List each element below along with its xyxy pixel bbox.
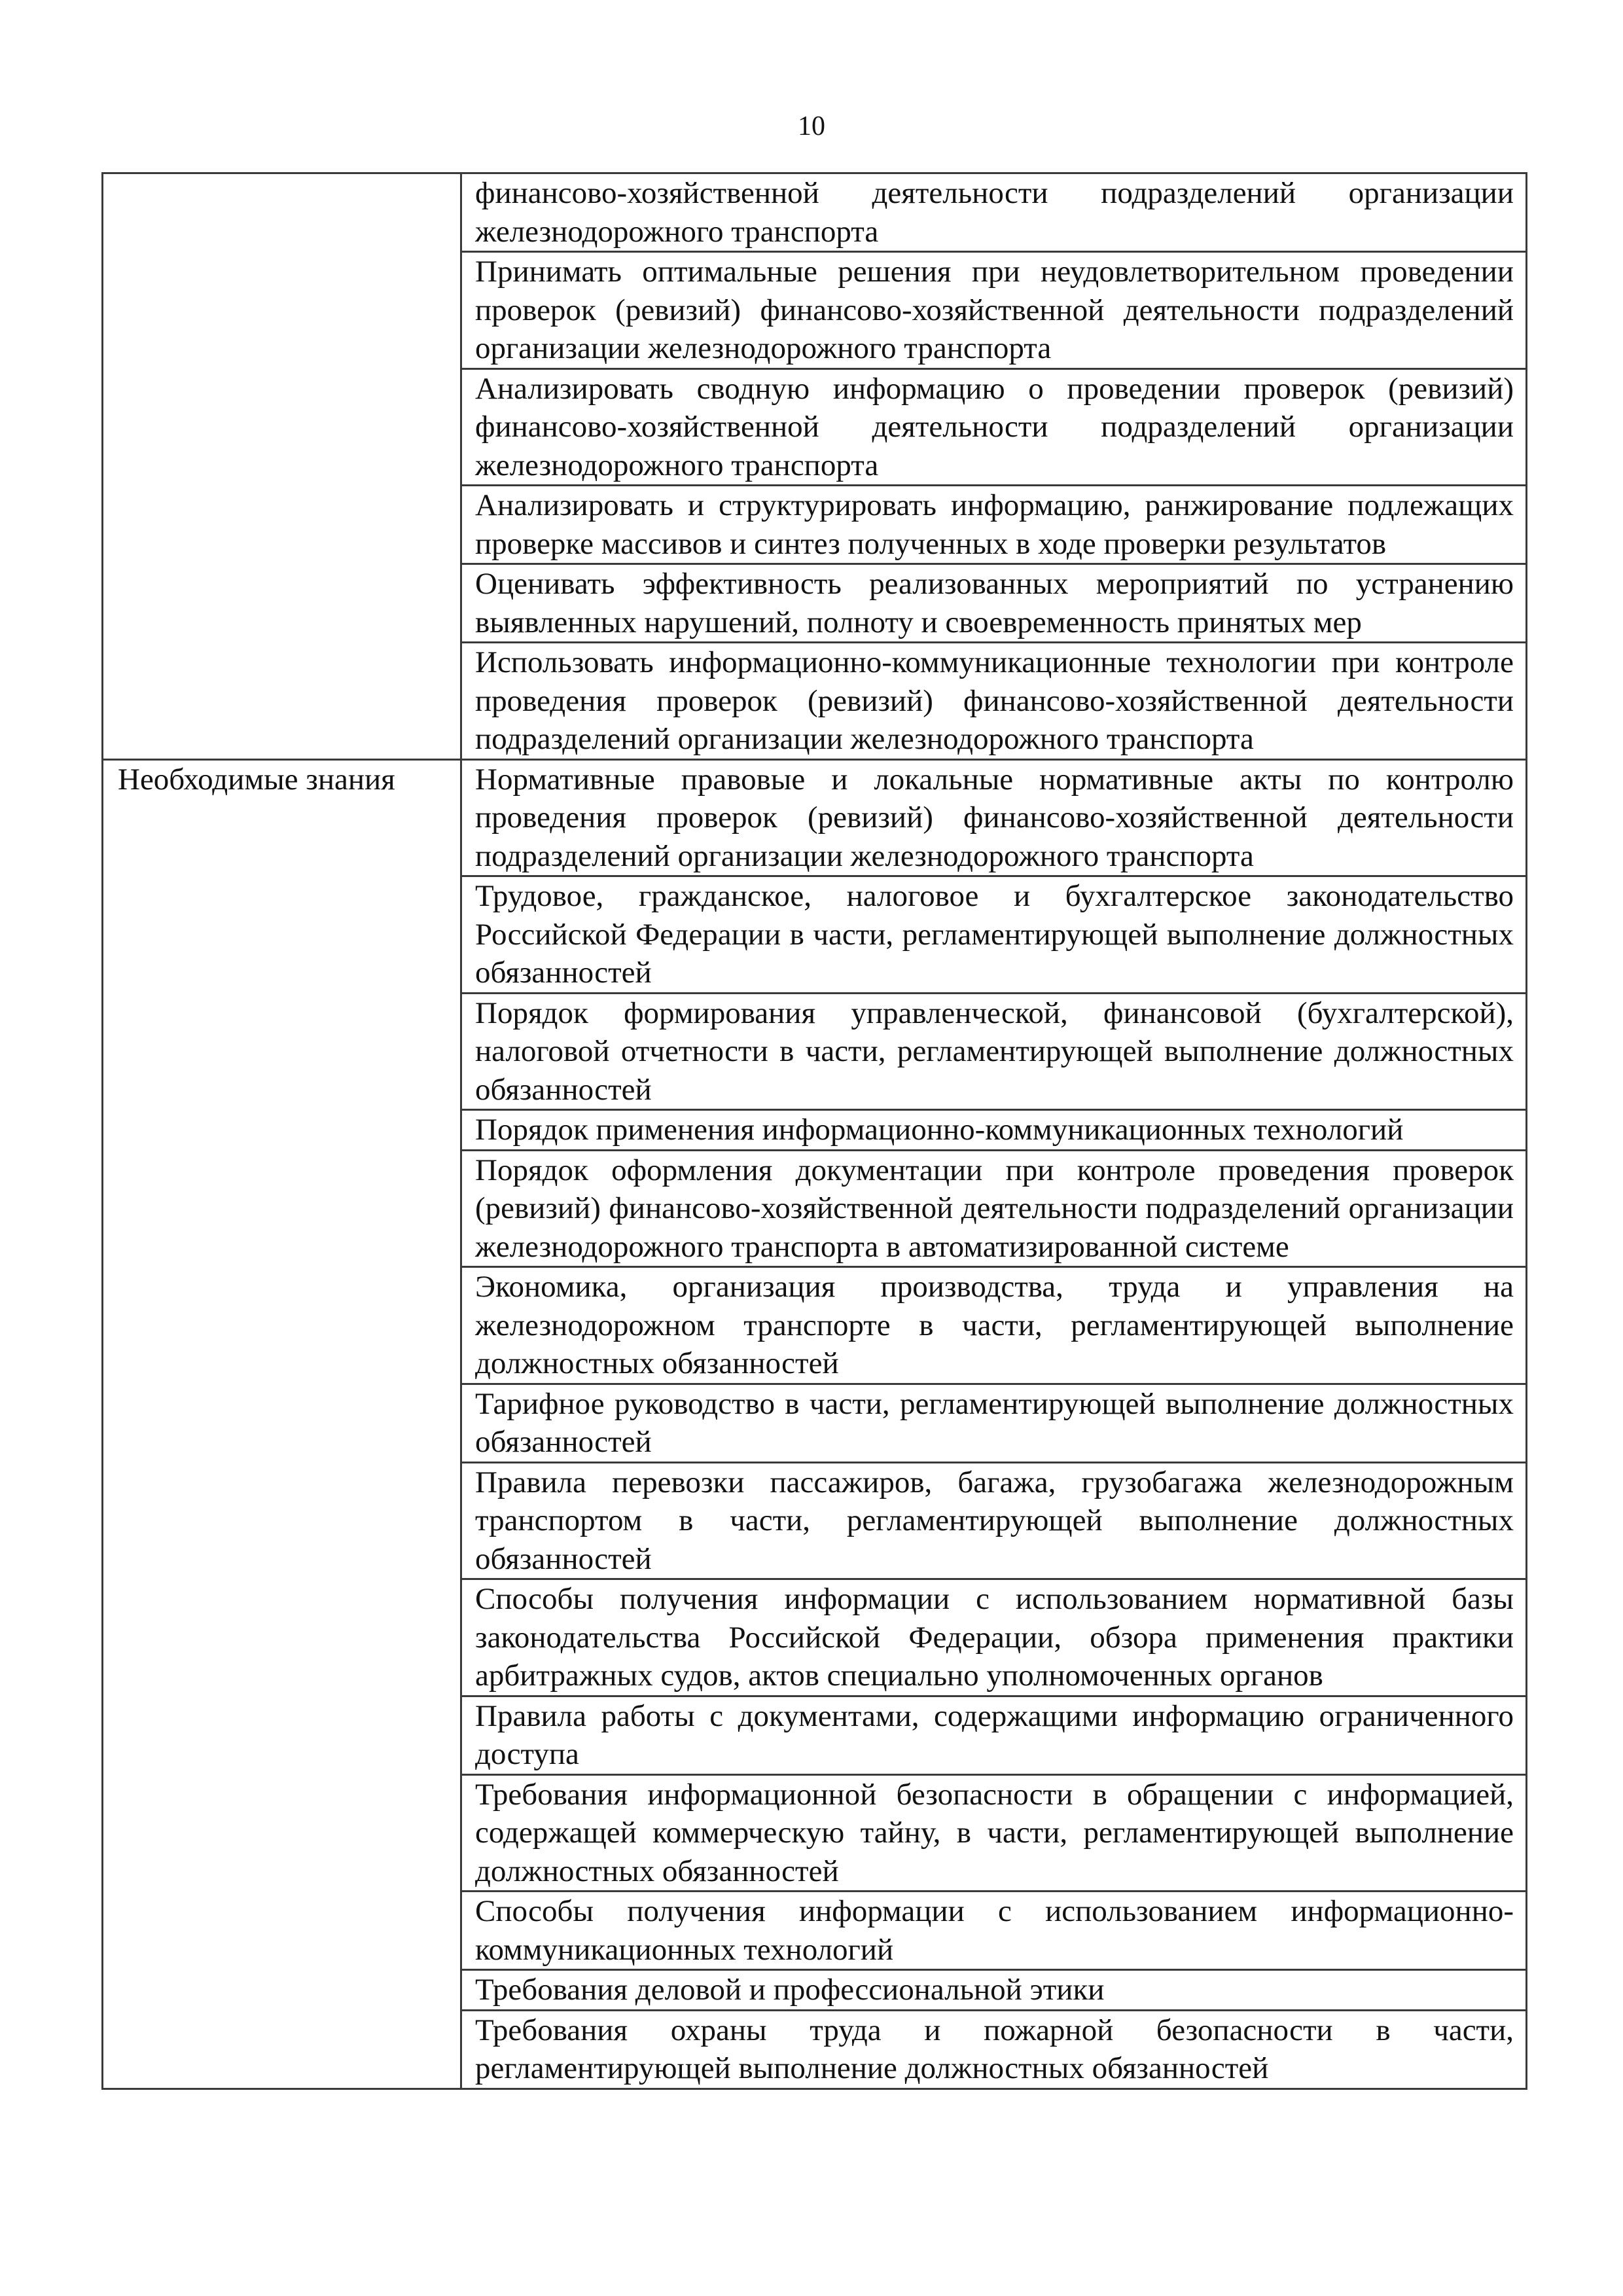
- knowledge-item: Способы получения информации с использованием нормативной базы законодательства Российской Федерации, обзора применения практики арбитражных судов, актов специально уполномоченных органов: [461, 1579, 1527, 1696]
- skill-item: Принимать оптимальные решения при неудовлетворительном проведении проверок (ревизий) финансово-хозяйственной деятельности подразделений организации железнодорожного транспорта: [461, 252, 1527, 369]
- skill-item: Оценивать эффективность реализованных мероприятий по устранению выявленных нарушений, полноту и своевременность принятых мер: [461, 564, 1527, 643]
- table-row: [103, 759, 1527, 876]
- knowledge-item: Требования охраны труда и пожарной безопасности в части, регламентирующей выполнение должностных обязанностей: [461, 2010, 1527, 2089]
- skill-item: Анализировать сводную информацию о проведении проверок (ревизий) финансово-хозяйственной деятельности подразделений организации железнодорожного транспорта: [461, 368, 1527, 486]
- requirements-table: [101, 172, 1527, 2090]
- group-label-empty: [103, 173, 461, 760]
- knowledge-item: Трудовое, гражданское, налоговое и бухгалтерское законодательство Российской Федерации в части, регламентирующей выполнение должностных обязанностей: [461, 876, 1527, 994]
- page-number: 10: [798, 111, 825, 141]
- knowledge-item: Требования информационной безопасности в обращении с информацией, содержащей коммерческую тайну, в части, регламентирующей выполнение должностных обязанностей: [461, 1774, 1527, 1892]
- knowledge-item: Порядок оформления документации при контроле проведения проверок (ревизий) финансово-хозяйственной деятельности подразделений организации железнодорожного транспорта в автоматизированной системе: [461, 1150, 1527, 1267]
- knowledge-item: Правила перевозки пассажиров, багажа, грузобагажа железнодорожным транспортом в части, регламентирующей выполнение должностных обязанностей: [461, 1462, 1527, 1579]
- skill-item: финансово-хозяйственной деятельности подразделений организации железнодорожного транспорта: [461, 173, 1527, 252]
- knowledge-item: Порядок формирования управленческой, финансовой (бухгалтерской), налоговой отчетности в части, регламентирующей выполнение должностных обязанностей: [461, 993, 1527, 1110]
- skill-item: Использовать информационно-коммуникационные технологии при контроле проведения проверок (ревизий) финансово-хозяйственной деятельности подразделений организации железнодорожного транспорта: [461, 643, 1527, 760]
- knowledge-item: Правила работы с документами, содержащими информацию ограниченного доступа: [461, 1696, 1527, 1774]
- knowledge-item: Способы получения информации с использованием информационно-коммуникационных технологий: [461, 1892, 1527, 1970]
- group-label-knowledge: Необходимые знания: [103, 759, 461, 2089]
- knowledge-item: Нормативные правовые и локальные нормативные акты по контролю проведения проверок (ревизий) финансово-хозяйственной деятельности подразделений организации железнодорожного транспорта: [461, 759, 1527, 876]
- skill-item: Анализировать и структурировать информацию, ранжирование подлежащих проверке массивов и синтез полученных в ходе проверки результатов: [461, 486, 1527, 564]
- knowledge-item: Тарифное руководство в части, регламентирующей выполнение должностных обязанностей: [461, 1384, 1527, 1462]
- knowledge-item: Требования деловой и профессиональной этики: [461, 1970, 1527, 2011]
- table-row: [103, 173, 1527, 252]
- knowledge-item: Порядок применения информационно-коммуникационных технологий: [461, 1110, 1527, 1151]
- knowledge-item: Экономика, организация производства, труда и управления на железнодорожном транспорте в части, регламентирующей выполнение должностных обязанностей: [461, 1267, 1527, 1384]
